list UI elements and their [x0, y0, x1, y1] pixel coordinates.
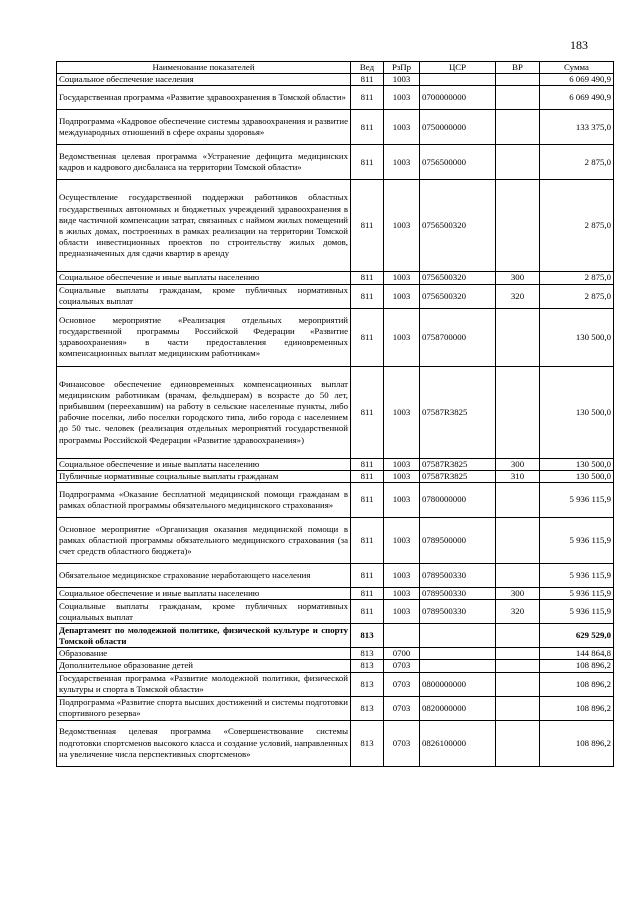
cell-rzpr: 1003 [384, 74, 420, 86]
cell-name: Ведомственная целевая программа «Совершенствование системы подготовки спортсменов высокого класса и создание условий, направленных на увеличение числа перспективных спортсменов» [57, 720, 351, 766]
cell-rzpr: 0703 [384, 720, 420, 766]
cell-name: Образование [57, 648, 351, 660]
cell-csr: 07587R3825 [420, 458, 496, 470]
cell-vr [496, 366, 540, 458]
table-row [57, 518, 614, 564]
cell-csr [420, 660, 496, 672]
cell-csr [420, 74, 496, 86]
cell-vr: 320 [496, 600, 540, 624]
cell-ved: 811 [351, 272, 384, 284]
cell-name: Ведомственная целевая программа «Устранение дефицита медицинских кадров и кадрового дисбаланса на территории Томской области» [57, 145, 351, 180]
cell-rzpr: 1003 [384, 284, 420, 308]
cell-ved: 813 [351, 624, 384, 648]
cell-ved: 811 [351, 74, 384, 86]
cell-sum: 144 864,8 [540, 648, 614, 660]
cell-sum: 2 875,0 [540, 284, 614, 308]
cell-name: Основное мероприятие «Реализация отдельных мероприятий государственной программы Российской Федерации «Развитие здравоохранения» в части предоставления единовременных компенсационных выплат медицинским работникам» [57, 308, 351, 366]
cell-rzpr: 1003 [384, 588, 420, 600]
cell-ved: 811 [351, 458, 384, 470]
cell-name: Дополнительное образование детей [57, 660, 351, 672]
cell-name: Социальные выплаты гражданам, кроме публичных нормативных социальных выплат [57, 600, 351, 624]
cell-sum: 2 875,0 [540, 145, 614, 180]
cell-sum: 5 936 115,9 [540, 588, 614, 600]
cell-ved: 811 [351, 284, 384, 308]
cell-vr: 320 [496, 284, 540, 308]
table-header-row [57, 62, 614, 74]
header-csr: ЦСР [420, 62, 496, 74]
cell-rzpr: 1003 [384, 458, 420, 470]
cell-rzpr: 1003 [384, 564, 420, 588]
cell-name: Государственная программа «Развитие здравоохранения в Томской области» [57, 86, 351, 110]
cell-vr [496, 660, 540, 672]
table-row [57, 366, 614, 458]
cell-ved: 811 [351, 483, 384, 518]
cell-sum: 6 069 490,9 [540, 86, 614, 110]
cell-vr: 310 [496, 470, 540, 482]
cell-name: Обязательное медицинское страхование неработающего населения [57, 564, 351, 588]
cell-sum: 130 500,0 [540, 470, 614, 482]
cell-vr [496, 86, 540, 110]
cell-sum: 130 500,0 [540, 458, 614, 470]
cell-sum: 130 500,0 [540, 308, 614, 366]
cell-vr [496, 145, 540, 180]
table-row [57, 284, 614, 308]
cell-ved: 813 [351, 672, 384, 696]
cell-ved: 811 [351, 145, 384, 180]
cell-rzpr: 1003 [384, 366, 420, 458]
table-row [57, 458, 614, 470]
cell-sum: 629 529,0 [540, 624, 614, 648]
cell-vr [496, 624, 540, 648]
header-sum: Сумма [540, 62, 614, 74]
cell-rzpr: 1003 [384, 600, 420, 624]
cell-name: Государственная программа «Развитие молодежной политики, физической культуры и спорта в Томской области» [57, 672, 351, 696]
cell-ved: 811 [351, 470, 384, 482]
cell-name: Публичные нормативные социальные выплаты гражданам [57, 470, 351, 482]
cell-rzpr: 1003 [384, 483, 420, 518]
cell-ved: 811 [351, 110, 384, 145]
cell-sum: 5 936 115,9 [540, 483, 614, 518]
cell-sum: 5 936 115,9 [540, 564, 614, 588]
cell-csr: 0826100000 [420, 720, 496, 766]
cell-vr [496, 110, 540, 145]
cell-csr: 0800000000 [420, 672, 496, 696]
table-row [57, 470, 614, 482]
cell-vr [496, 180, 540, 272]
header-vr: ВР [496, 62, 540, 74]
cell-vr [496, 564, 540, 588]
cell-rzpr: 1003 [384, 470, 420, 482]
table-body [57, 74, 614, 766]
cell-rzpr: 1003 [384, 272, 420, 284]
cell-name: Социальное обеспечение и иные выплаты населению [57, 458, 351, 470]
cell-sum: 108 896,2 [540, 696, 614, 720]
cell-name: Подпрограмма «Развитие спорта высших достижений и системы подготовки спортивного резерва» [57, 696, 351, 720]
cell-rzpr: 0700 [384, 648, 420, 660]
table-row [57, 483, 614, 518]
cell-csr [420, 624, 496, 648]
cell-vr [496, 672, 540, 696]
table-row [57, 720, 614, 766]
cell-sum: 108 896,2 [540, 720, 614, 766]
cell-vr [496, 483, 540, 518]
cell-csr: 0700000000 [420, 86, 496, 110]
table-row [57, 308, 614, 366]
cell-sum: 133 375,0 [540, 110, 614, 145]
cell-ved: 811 [351, 180, 384, 272]
table-row [57, 648, 614, 660]
cell-vr [496, 696, 540, 720]
cell-vr: 300 [496, 458, 540, 470]
table-row [57, 696, 614, 720]
cell-csr: 0756500000 [420, 145, 496, 180]
cell-name: Подпрограмма «Кадровое обеспечение системы здравоохранения и развитие международных отношений в сфере охраны здоровья» [57, 110, 351, 145]
cell-vr [496, 720, 540, 766]
cell-ved: 813 [351, 720, 384, 766]
cell-vr [496, 74, 540, 86]
cell-rzpr: 1003 [384, 180, 420, 272]
cell-name: Основное мероприятие «Организация оказания медицинской помощи в рамках областной программы обязательного медицинского страхования (за счет средств областного бюджета)» [57, 518, 351, 564]
cell-sum: 2 875,0 [540, 180, 614, 272]
cell-sum: 5 936 115,9 [540, 600, 614, 624]
cell-rzpr: 0703 [384, 660, 420, 672]
page-number: 183 [570, 38, 588, 52]
budget-table [56, 61, 614, 767]
cell-name: Социальное обеспечение и иные выплаты населению [57, 588, 351, 600]
table-row [57, 74, 614, 86]
table-row [57, 272, 614, 284]
cell-sum: 108 896,2 [540, 660, 614, 672]
cell-ved: 811 [351, 86, 384, 110]
table-row [57, 624, 614, 648]
table-row [57, 660, 614, 672]
cell-rzpr: 1003 [384, 86, 420, 110]
cell-csr: 0820000000 [420, 696, 496, 720]
cell-csr: 07587R3825 [420, 366, 496, 458]
cell-vr [496, 308, 540, 366]
table-row [57, 86, 614, 110]
cell-csr: 0789500330 [420, 600, 496, 624]
cell-ved: 813 [351, 696, 384, 720]
cell-csr: 0789500330 [420, 564, 496, 588]
cell-ved: 811 [351, 588, 384, 600]
cell-csr: 0750000000 [420, 110, 496, 145]
cell-vr [496, 518, 540, 564]
cell-name: Осуществление государственной поддержки работников областных государственных автономных и бюджетных учреждений здравоохранения в виде частичной компенсации затрат, связанных с наймом жилых помещений в жилых домах, построенных в рамках реализации на территории Томской области инвестиционных проектов по строительству жилых домов, предназначенных для сдачи квартир в аренду [57, 180, 351, 272]
cell-ved: 811 [351, 600, 384, 624]
cell-ved: 811 [351, 564, 384, 588]
cell-rzpr: 1003 [384, 518, 420, 564]
cell-ved: 813 [351, 660, 384, 672]
cell-name: Социальное обеспечение населения [57, 74, 351, 86]
cell-vr: 300 [496, 588, 540, 600]
cell-sum: 6 069 490,9 [540, 74, 614, 86]
table-row [57, 110, 614, 145]
cell-csr: 0789500330 [420, 588, 496, 600]
cell-name: Финансовое обеспечение единовременных компенсационных выплат медицинским работникам (врачам, фельдшерам) в возрасте до 50 лет, прибывшим (переехавшим) на работу в сельские населенные пункты, либо рабочие поселки, либо поселки городского типа, либо города с населением до 50 тыс. человек (реализация отдельных мероприятий государственной программы Российской Федерации «Развитие здравоохранения») [57, 366, 351, 458]
cell-csr: 0756500320 [420, 284, 496, 308]
cell-name: Подпрограмма «Оказание бесплатной медицинской помощи гражданам в рамках областной программы обязательного медицинского страхования» [57, 483, 351, 518]
cell-sum: 108 896,2 [540, 672, 614, 696]
cell-rzpr: 0703 [384, 672, 420, 696]
cell-name: Социальные выплаты гражданам, кроме публичных нормативных социальных выплат [57, 284, 351, 308]
cell-sum: 2 875,0 [540, 272, 614, 284]
cell-ved: 811 [351, 518, 384, 564]
cell-ved: 811 [351, 366, 384, 458]
cell-csr: 0789500000 [420, 518, 496, 564]
cell-csr: 0780000000 [420, 483, 496, 518]
table-row [57, 588, 614, 600]
table-row [57, 564, 614, 588]
cell-csr: 0756500320 [420, 272, 496, 284]
table-row [57, 145, 614, 180]
cell-sum: 130 500,0 [540, 366, 614, 458]
cell-name: Департамент по молодежной политике, физической культуре и спорту Томской области [57, 624, 351, 648]
cell-csr: 0756500320 [420, 180, 496, 272]
cell-name: Социальное обеспечение и иные выплаты населению [57, 272, 351, 284]
cell-rzpr: 1003 [384, 145, 420, 180]
cell-ved: 813 [351, 648, 384, 660]
cell-csr: 0758700000 [420, 308, 496, 366]
header-name: Наименование показателей [57, 62, 351, 74]
cell-rzpr [384, 624, 420, 648]
table-row [57, 672, 614, 696]
table-row [57, 600, 614, 624]
cell-vr [496, 648, 540, 660]
cell-rzpr: 0703 [384, 696, 420, 720]
header-rzpr: РзПр [384, 62, 420, 74]
cell-sum: 5 936 115,9 [540, 518, 614, 564]
cell-csr [420, 648, 496, 660]
cell-csr: 07587R3825 [420, 470, 496, 482]
header-ved: Вед [351, 62, 384, 74]
cell-rzpr: 1003 [384, 110, 420, 145]
cell-vr: 300 [496, 272, 540, 284]
cell-rzpr: 1003 [384, 308, 420, 366]
cell-ved: 811 [351, 308, 384, 366]
table-row [57, 180, 614, 272]
